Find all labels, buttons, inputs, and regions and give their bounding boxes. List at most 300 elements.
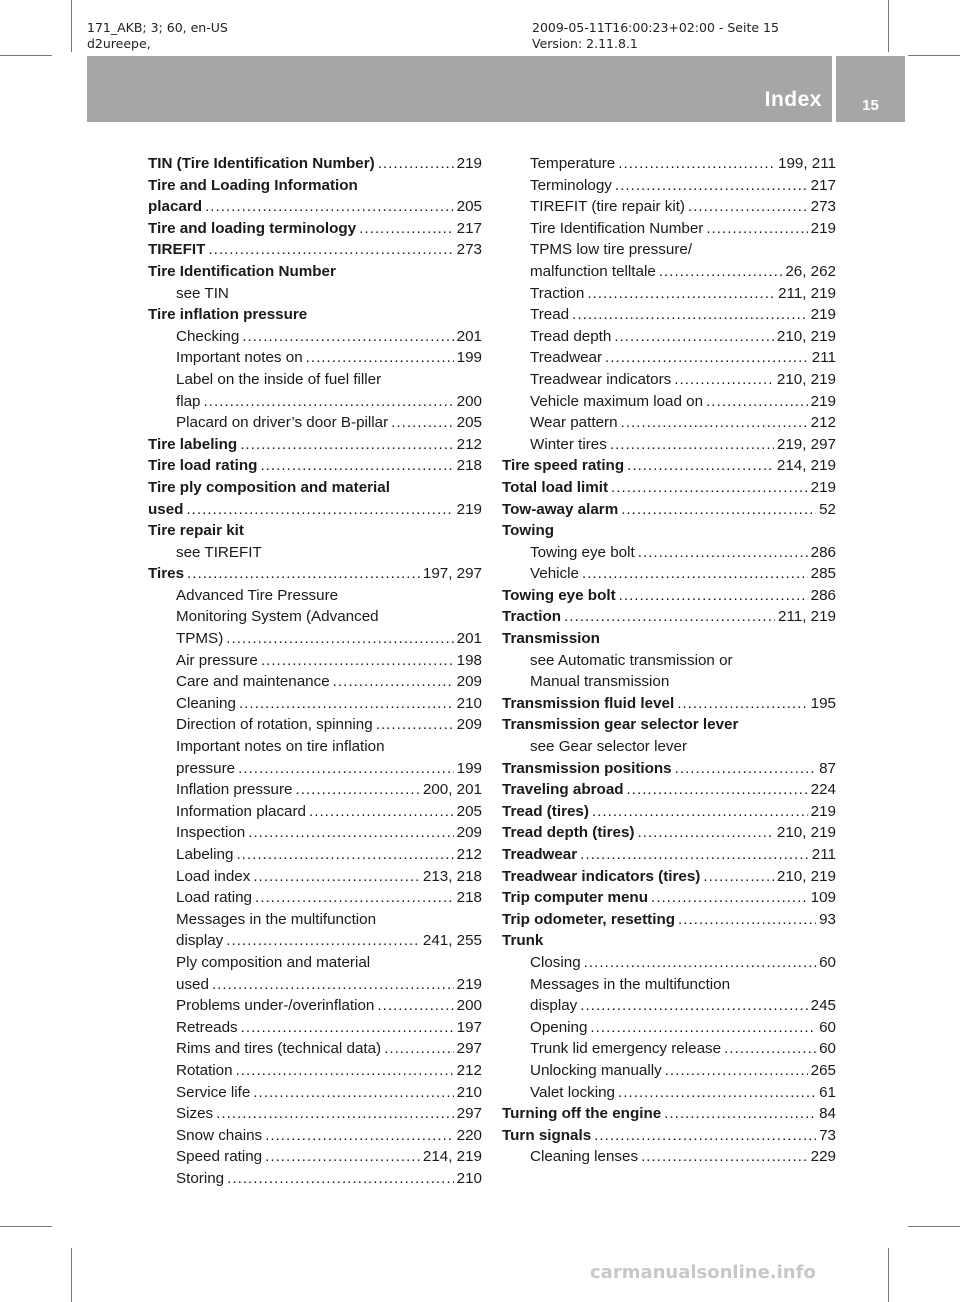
page-reference: 210, 219	[776, 327, 836, 345]
entry-text: Trunk lid emergency release	[530, 1040, 722, 1058]
entry-text: Information placard	[176, 802, 307, 820]
dot-leader	[584, 952, 816, 974]
page-reference: 199, 211	[778, 155, 836, 172]
crop-mark	[0, 1226, 52, 1227]
index-subentry	[502, 196, 836, 218]
index-entry	[148, 455, 482, 477]
dot-leader	[703, 866, 774, 888]
entry-text: Important notes on tire inflation	[176, 738, 385, 756]
index-entry	[148, 261, 482, 283]
page-reference: 209	[456, 716, 482, 734]
index-subentry	[148, 369, 482, 391]
index-entry	[148, 477, 482, 499]
entry-text: Tire speed rating	[502, 457, 625, 475]
page-reference: 205	[456, 198, 482, 216]
index-entry	[148, 520, 482, 542]
entry-text: Inflation pressure	[176, 781, 293, 799]
page-reference: 213, 218	[422, 867, 482, 885]
crop-mark	[0, 55, 52, 56]
dot-leader	[724, 1038, 816, 1060]
entry-text: Placard on driver’s door B-pillar	[176, 414, 389, 432]
index-subentry	[502, 412, 836, 434]
dot-leader	[253, 1082, 453, 1104]
dot-leader	[619, 585, 808, 607]
dot-leader	[377, 995, 453, 1017]
index-subentry	[502, 391, 836, 413]
page-reference: 219	[810, 306, 836, 324]
index-entry	[502, 887, 836, 909]
dot-leader	[186, 499, 453, 521]
index-subentry	[148, 650, 482, 672]
entry-text: Transmission	[502, 630, 600, 648]
entry-text: Towing eye bolt	[502, 586, 616, 604]
page-reference: 52	[819, 500, 836, 518]
dot-leader	[236, 844, 453, 866]
entry-text: Advanced Tire Pressure	[176, 586, 339, 604]
index-entry	[148, 239, 482, 261]
entry-text: Checking	[176, 327, 240, 345]
page-reference: 211, 219	[778, 284, 836, 302]
page-reference: 220	[456, 1126, 482, 1144]
entry-text: Treadwear	[530, 349, 603, 367]
index-entry	[148, 499, 482, 521]
index-entry	[502, 714, 836, 736]
dot-leader	[216, 1103, 454, 1125]
index-subentry	[148, 326, 482, 348]
entry-text: Tread (tires)	[502, 802, 589, 820]
dot-leader	[296, 779, 420, 801]
entry-text: TIREFIT (tire repair kit)	[530, 198, 685, 216]
index-entry	[502, 585, 836, 607]
page-reference: 199	[456, 759, 482, 777]
index-subentry	[148, 1038, 482, 1060]
page-reference: 245	[810, 997, 836, 1015]
dot-leader	[674, 369, 774, 391]
index-subentry	[148, 585, 482, 607]
page-reference: 217	[810, 176, 836, 194]
dot-leader	[255, 887, 454, 909]
index-subentry	[148, 347, 482, 369]
dot-leader	[227, 1168, 454, 1190]
dot-leader	[615, 175, 808, 197]
entry-text: Traveling abroad	[502, 781, 624, 799]
page-reference: 285	[810, 565, 836, 583]
entry-text: Unlocking manually	[530, 1061, 662, 1079]
index-subentry	[148, 283, 482, 305]
dot-leader	[204, 391, 454, 413]
page-reference: 297	[456, 1040, 482, 1058]
dot-leader	[248, 822, 453, 844]
index-entry	[502, 909, 836, 931]
entry-text: Sizes	[176, 1105, 214, 1123]
index-subentry	[148, 1017, 482, 1039]
dot-leader	[265, 1125, 454, 1147]
index-entry	[502, 477, 836, 499]
page-reference: 218	[456, 457, 482, 475]
entry-text: Traction	[530, 284, 585, 302]
entry-text: Care and maintenance	[176, 673, 330, 691]
dot-leader	[706, 218, 807, 240]
index-subentry	[502, 239, 836, 261]
entry-text: Label on the inside of fuel filler	[176, 370, 382, 388]
page-reference: 212	[456, 846, 482, 863]
entry-text: Tire labeling	[148, 435, 238, 453]
page-reference: 214, 219	[422, 1148, 482, 1166]
page-reference: 199	[456, 349, 482, 367]
dot-leader	[240, 434, 453, 456]
page-reference: 214, 219	[776, 457, 836, 475]
page-reference: 224	[810, 781, 836, 799]
entry-text: see Gear selector lever	[530, 738, 688, 756]
entry-text: Labeling	[176, 846, 234, 863]
entry-text: Towing eye bolt	[530, 543, 635, 561]
index-subentry	[502, 952, 836, 974]
entry-text: pressure	[176, 759, 236, 777]
entry-text: Important notes on	[176, 349, 303, 367]
index-subentry	[148, 909, 482, 931]
index-subentry	[502, 434, 836, 456]
dot-leader	[641, 1146, 808, 1168]
dot-leader	[309, 801, 454, 823]
dot-leader	[587, 283, 775, 305]
entry-text: Rims and tires (technical data)	[176, 1040, 382, 1058]
header-bar	[87, 56, 832, 122]
page-reference: 210, 219	[776, 867, 836, 885]
index-subentry	[502, 563, 836, 585]
index-subentry	[148, 887, 482, 909]
page-reference: 60	[819, 1040, 836, 1058]
dot-leader	[618, 1082, 816, 1104]
page-reference: 297	[456, 1105, 482, 1123]
index-subentry	[148, 671, 482, 693]
dot-leader	[187, 563, 420, 585]
entry-text: Direction of rotation, spinning	[176, 716, 373, 734]
dot-leader	[205, 196, 454, 218]
entry-text: Cleaning	[176, 694, 236, 712]
dot-leader	[391, 412, 453, 434]
index-subentry	[148, 1060, 482, 1082]
page-reference: 200, 201	[422, 781, 482, 799]
index-subentry	[502, 304, 836, 326]
page-reference: 209	[456, 673, 482, 691]
page-reference: 210	[456, 694, 482, 712]
page-reference: 273	[810, 198, 836, 216]
entry-text: TPMS low tire pressure/	[530, 241, 693, 259]
index-subentry	[502, 1038, 836, 1060]
index-column-left	[148, 153, 482, 1190]
index-subentry	[502, 175, 836, 197]
entry-text: used	[176, 975, 209, 993]
page-reference: 219	[810, 478, 836, 496]
index-subentry	[148, 974, 482, 996]
index-subentry	[502, 542, 836, 564]
entry-text: Traction	[502, 608, 562, 626]
dot-leader	[306, 347, 454, 369]
page-reference: 286	[810, 586, 836, 604]
index-subentry	[148, 930, 482, 952]
entry-text: Tire Identification Number	[530, 219, 704, 237]
dot-leader	[627, 779, 808, 801]
entry-text: Trip odometer, resetting	[502, 910, 676, 928]
entry-text: Load rating	[176, 889, 252, 907]
page-reference: 219, 297	[776, 435, 836, 453]
entry-text: flap	[176, 392, 201, 410]
index-subentry	[502, 369, 836, 391]
page-reference: 212	[810, 414, 836, 432]
entry-text: see TIREFIT	[176, 543, 262, 561]
page-reference: 61	[819, 1083, 836, 1101]
dot-leader	[611, 477, 808, 499]
dot-leader	[333, 671, 454, 693]
index-subentry	[148, 1125, 482, 1147]
page-reference: 241, 255	[422, 932, 482, 950]
page-reference: 229	[810, 1148, 836, 1166]
page-reference: 211	[811, 846, 836, 863]
entry-text: Total load limit	[502, 478, 609, 496]
dot-leader	[260, 455, 453, 477]
index-entry	[502, 693, 836, 715]
index-subentry	[502, 650, 836, 672]
crop-mark	[888, 0, 889, 52]
dot-leader	[261, 650, 454, 672]
page-reference: 26, 262	[785, 262, 836, 280]
entry-text: Tire inflation pressure	[148, 306, 308, 324]
entry-text: Trip computer menu	[502, 889, 648, 907]
index-subentry	[148, 628, 482, 650]
index-subentry	[148, 1146, 482, 1168]
page-reference: 219	[810, 219, 836, 237]
page-reference: 219	[810, 802, 836, 820]
entry-text: Messages in the multifunction	[176, 910, 377, 928]
dot-leader	[675, 758, 816, 780]
page-reference: 265	[810, 1061, 836, 1079]
entry-text: Tires	[148, 565, 185, 583]
entry-text: Retreads	[176, 1018, 238, 1036]
dot-leader	[627, 455, 774, 477]
dot-leader	[241, 1017, 454, 1039]
index-entry	[148, 153, 482, 175]
index-subentry	[148, 758, 482, 780]
index-entry	[502, 628, 836, 650]
entry-text: Tire and loading terminology	[148, 219, 357, 237]
index-subentry	[148, 1168, 482, 1190]
entry-text: malfunction telltale	[530, 262, 656, 280]
crop-mark	[908, 1226, 960, 1227]
entry-text: Transmission positions	[502, 759, 672, 777]
entry-text: Tire load rating	[148, 457, 258, 475]
dot-leader	[359, 218, 454, 240]
entry-text: Treadwear	[502, 846, 578, 863]
index-subentry	[502, 1017, 836, 1039]
dot-leader	[580, 844, 809, 866]
page-reference: 195	[810, 694, 836, 712]
index-subentry	[148, 714, 482, 736]
entry-text: Treadwear indicators	[530, 370, 672, 388]
page-reference: 217	[456, 219, 482, 237]
page-reference: 210, 219	[776, 370, 836, 388]
dot-leader	[208, 239, 453, 261]
entry-text: Load index	[176, 867, 251, 885]
dot-leader	[238, 758, 454, 780]
dot-leader	[677, 693, 807, 715]
page-reference: 93	[819, 910, 836, 928]
page-reference: 219	[456, 975, 482, 993]
index-subentry	[148, 866, 482, 888]
index-subentry	[148, 995, 482, 1017]
page-reference: 210	[456, 1083, 482, 1101]
index-subentry	[148, 606, 482, 628]
entry-text: Messages in the multifunction	[530, 975, 731, 993]
index-subentry	[148, 779, 482, 801]
index-entry	[502, 1125, 836, 1147]
dot-leader	[376, 714, 454, 736]
index-subentry	[502, 1082, 836, 1104]
entry-text: Ply composition and material	[176, 953, 371, 971]
dot-leader	[572, 304, 808, 326]
dot-leader	[605, 347, 809, 369]
page-reference: 219	[810, 392, 836, 410]
index-entry	[148, 196, 482, 218]
entry-text: Tread depth	[530, 327, 612, 345]
page-reference: 60	[819, 1018, 836, 1036]
page-reference: 209	[456, 824, 482, 842]
index-entry	[148, 218, 482, 240]
dot-leader	[665, 1060, 808, 1082]
index-entry	[502, 822, 836, 844]
dot-leader	[594, 1125, 816, 1147]
entry-text: Vehicle maximum load on	[530, 392, 704, 410]
page-reference: 210, 219	[776, 824, 836, 842]
index-entry	[502, 758, 836, 780]
crop-mark	[888, 1248, 889, 1302]
index-subentry	[502, 974, 836, 996]
dot-leader	[242, 326, 453, 348]
dot-leader	[212, 974, 454, 996]
entry-text: Tire ply composition and material	[148, 478, 390, 496]
entry-text: Turn signals	[502, 1126, 592, 1144]
entry-text: Monitoring System (Advanced	[176, 608, 379, 626]
dot-leader	[706, 391, 808, 413]
index-entry	[502, 455, 836, 477]
entry-text: Service life	[176, 1083, 251, 1101]
entry-text: Tire and Loading Information	[148, 176, 358, 194]
entry-text: Transmission fluid level	[502, 694, 675, 712]
page-reference: 84	[819, 1105, 836, 1123]
dot-leader	[618, 153, 775, 175]
crop-mark	[71, 1248, 72, 1302]
dot-leader	[384, 1038, 454, 1060]
index-entry	[502, 844, 836, 866]
entry-text: Cleaning lenses	[530, 1148, 639, 1166]
entry-text: Snow chains	[176, 1126, 263, 1144]
page-reference: 205	[456, 802, 482, 820]
metadata-line: Version: 2.11.8.1	[532, 36, 638, 51]
metadata-line: 2009-05-11T16:00:23+02:00 - Seite 15	[532, 20, 779, 35]
dot-leader	[592, 801, 808, 823]
entry-text: Storing	[176, 1169, 225, 1187]
dot-leader	[614, 326, 774, 348]
index-subentry	[148, 1103, 482, 1125]
entry-text: TIREFIT	[148, 241, 206, 259]
entry-text: Treadwear indicators (tires)	[502, 867, 701, 885]
entry-text: Wear pattern	[530, 414, 618, 432]
entry-text: Tire repair kit	[148, 522, 244, 540]
crop-mark	[71, 0, 72, 52]
index-subentry	[148, 1082, 482, 1104]
page-reference: 273	[456, 241, 482, 259]
entry-text: see TIN	[176, 284, 229, 302]
entry-text: Rotation	[176, 1061, 233, 1079]
page-reference: 212	[456, 435, 482, 453]
index-subentry	[502, 261, 836, 283]
index-subentry	[502, 347, 836, 369]
index-subentry	[148, 412, 482, 434]
dot-leader	[638, 822, 774, 844]
entry-text: used	[148, 500, 184, 518]
dot-leader	[638, 542, 808, 564]
page-reference: 109	[810, 889, 836, 907]
dot-leader	[564, 606, 775, 628]
index-entry	[502, 801, 836, 823]
entry-text: Problems under-/overinflation	[176, 997, 375, 1015]
entry-text: Speed rating	[176, 1148, 263, 1166]
dot-leader	[621, 412, 808, 434]
index-column-right	[502, 153, 836, 1168]
dot-leader	[226, 930, 420, 952]
dot-leader	[239, 693, 454, 715]
dot-leader	[678, 909, 816, 931]
entry-text: Air pressure	[176, 651, 258, 669]
watermark: carmanualsonline.info	[590, 1262, 816, 1283]
crop-mark	[908, 55, 960, 56]
dot-leader	[610, 434, 774, 456]
index-entry	[502, 606, 836, 628]
dot-leader	[580, 995, 807, 1017]
index-subentry	[502, 218, 836, 240]
index-entry	[502, 866, 836, 888]
index-subentry	[502, 736, 836, 758]
page-reference: 219	[456, 500, 482, 518]
page-reference: 211	[811, 349, 836, 367]
index-entry	[502, 779, 836, 801]
metadata-line: d2ureepe,	[87, 36, 151, 51]
dot-leader	[378, 153, 454, 175]
entry-text: Inspection	[176, 824, 246, 842]
entry-text: Valet locking	[530, 1083, 615, 1101]
index-subentry	[502, 1146, 836, 1168]
entry-text: Tire Identification Number	[148, 262, 336, 280]
page-reference: 197	[456, 1018, 482, 1036]
print-metadata-right	[532, 20, 779, 52]
page-reference: 211, 219	[778, 608, 836, 626]
dot-leader	[659, 261, 783, 283]
dot-leader	[253, 866, 420, 888]
entry-text: Tread	[530, 306, 570, 324]
index-subentry	[148, 844, 482, 866]
entry-text: TIN (Tire Identification Number)	[148, 155, 375, 172]
page-reference: 197, 297	[422, 565, 482, 583]
page-title: Index	[764, 88, 822, 111]
index-entry	[148, 175, 482, 197]
print-metadata-left	[87, 20, 228, 52]
page-reference: 205	[456, 414, 482, 432]
dot-leader	[688, 196, 808, 218]
entry-text: Transmission gear selector lever	[502, 716, 739, 734]
page-reference: 219	[456, 155, 482, 172]
entry-text: Tread depth (tires)	[502, 824, 635, 842]
index-entry	[502, 520, 836, 542]
entry-text: Winter tires	[530, 435, 607, 453]
